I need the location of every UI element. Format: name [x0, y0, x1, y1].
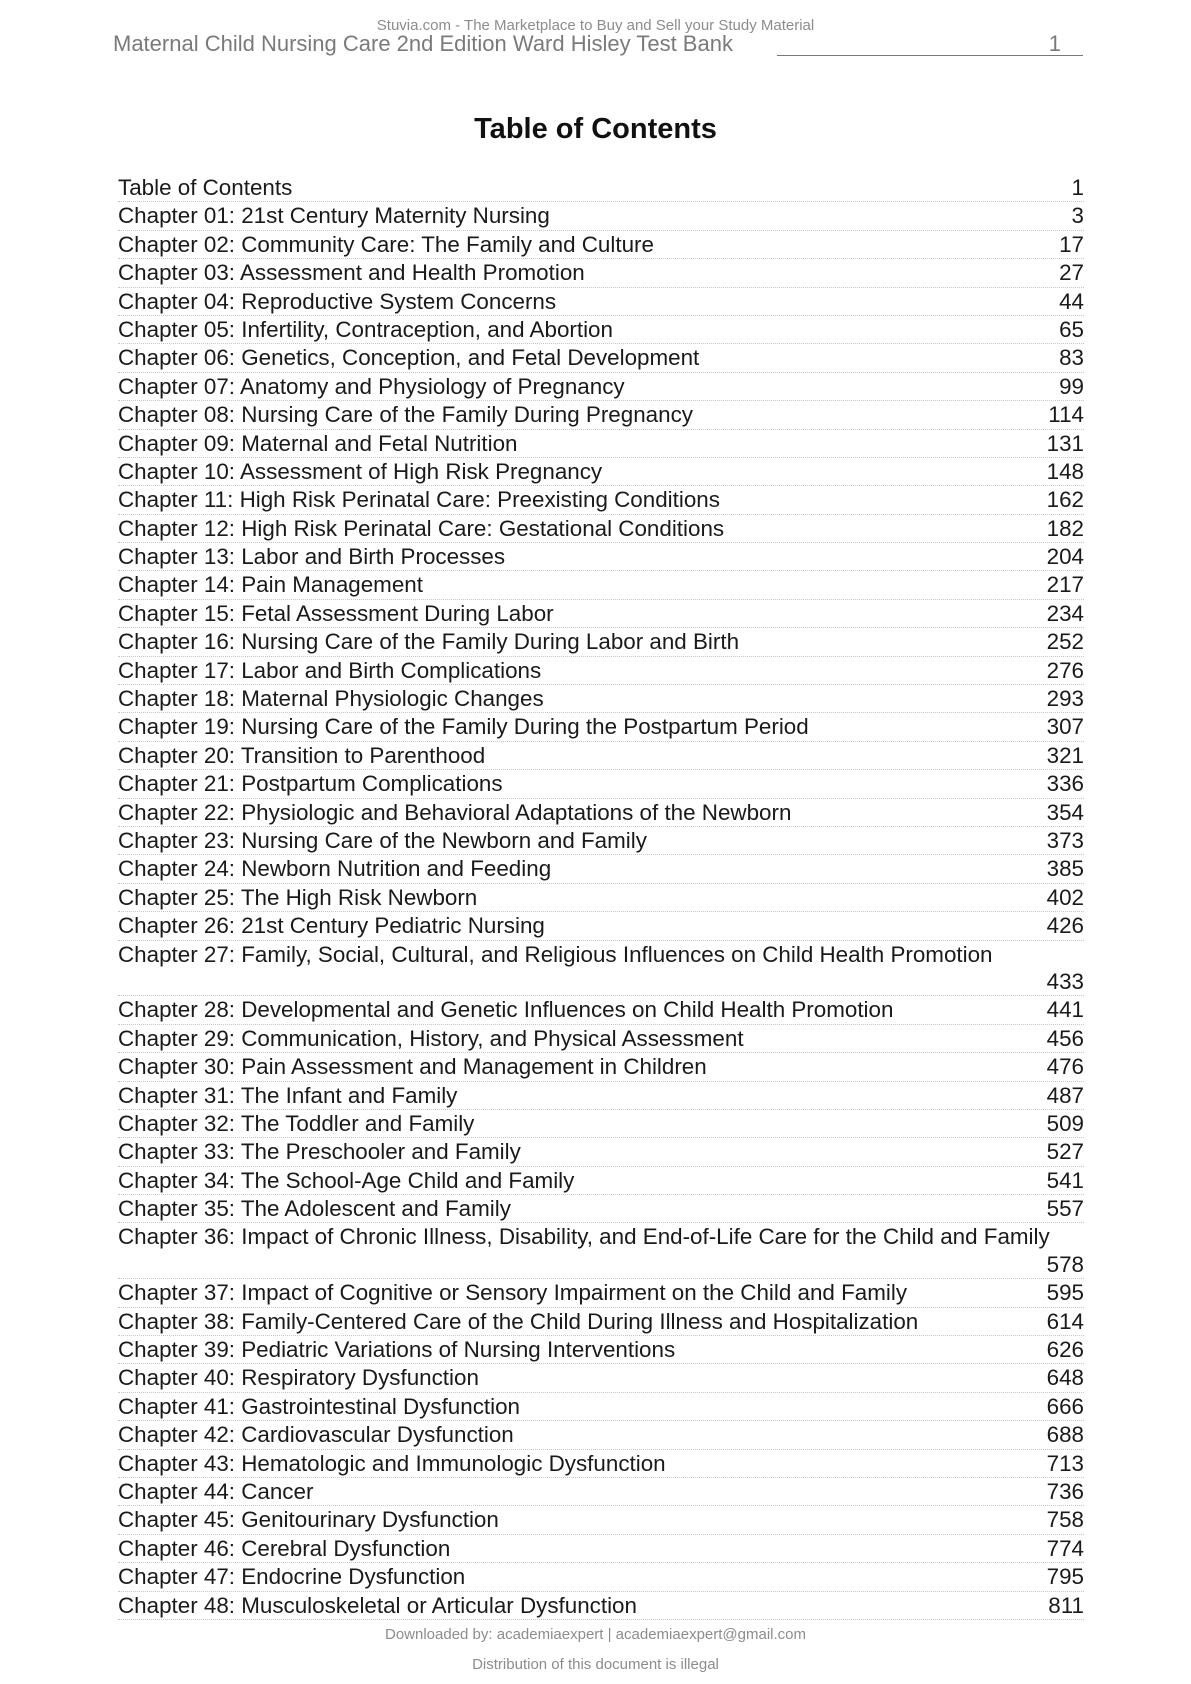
toc-entry[interactable] — [118, 884, 1084, 912]
toc-entry-label: Chapter 48: Musculoskeletal or Articular Dysfunction — [118, 1592, 637, 1618]
toc-entry-page: 162 — [1046, 487, 1084, 513]
toc-entry-label: Chapter 44: Cancer — [118, 1479, 314, 1504]
toc-entry-label: Table of Contents — [118, 175, 293, 200]
toc-entry-page: 811 — [1048, 1592, 1084, 1618]
toc-entry-label: Chapter 12: High Risk Perinatal Care: Gestational Conditions — [118, 515, 725, 541]
toc-entry[interactable] — [118, 685, 1084, 713]
toc-entry-label: Chapter 36: Impact of Chronic Illness, Disability, and End-of-Life Care for the Child and Family — [118, 1224, 1050, 1250]
toc-entry-label: Chapter 34: The School-Age Child and Family — [118, 1167, 575, 1193]
distribution-notice: Distribution of this document is illegal — [472, 1656, 719, 1673]
toc-entry-page: 336 — [1046, 771, 1084, 797]
toc-entry[interactable] — [118, 1082, 1084, 1110]
toc-entry-label: Chapter 01: 21st Century Maternity Nursing — [118, 203, 550, 229]
toc-entry-label: Chapter 05: Infertility, Contraception, and Abortion — [118, 316, 613, 342]
toc-entry[interactable] — [118, 288, 1084, 316]
toc-entry-label: Chapter 17: Labor and Birth Complications — [118, 657, 542, 683]
toc-entry[interactable] — [118, 1167, 1084, 1195]
header-page-number: 1 — [1048, 31, 1061, 56]
toc-entry-page: 276 — [1046, 657, 1084, 683]
running-header — [113, 31, 1083, 57]
toc-entry-page: 252 — [1046, 629, 1084, 655]
table-of-contents — [118, 174, 1084, 1620]
toc-entry[interactable] — [118, 1110, 1084, 1138]
toc-entry-label: Chapter 40: Respiratory Dysfunction — [118, 1365, 479, 1391]
toc-entry-page: 476 — [1046, 1054, 1084, 1080]
toc-entry[interactable] — [118, 941, 1084, 997]
toc-entry[interactable] — [118, 1336, 1084, 1364]
toc-entry-label: Chapter 07: Anatomy and Physiology of Pregnancy — [118, 373, 625, 399]
toc-entry[interactable] — [118, 770, 1084, 798]
toc-entry[interactable] — [118, 259, 1084, 287]
toc-entry-page: 1 — [1071, 174, 1084, 200]
toc-entry-page: 114 — [1048, 402, 1084, 428]
toc-entry-page: 487 — [1046, 1082, 1084, 1108]
toc-entry-label: Chapter 30: Pain Assessment and Management in Children — [118, 1054, 707, 1080]
toc-entry[interactable] — [118, 515, 1084, 543]
toc-entry-page: 385 — [1046, 856, 1084, 882]
toc-entry-page: 456 — [1046, 1025, 1084, 1051]
toc-entry-label: Chapter 18: Maternal Physiologic Changes — [118, 686, 544, 712]
toc-entry-page: 293 — [1046, 686, 1084, 712]
document-title: Maternal Child Nursing Care 2nd Edition Ward Hisley Test Bank — [113, 31, 733, 56]
toc-entry-label: Chapter 26: 21st Century Pediatric Nursing — [118, 913, 545, 939]
toc-entry-page: 99 — [1059, 373, 1084, 399]
toc-entry-label: Chapter 24: Newborn Nutrition and Feeding — [118, 856, 552, 882]
toc-entry[interactable] — [118, 344, 1084, 372]
toc-entry[interactable] — [118, 571, 1084, 599]
toc-entry-label: Chapter 13: Labor and Birth Processes — [118, 544, 506, 570]
toc-entry-page: 626 — [1046, 1337, 1084, 1363]
toc-entry-page: 204 — [1046, 544, 1084, 570]
toc-entry-label: Chapter 03: Assessment and Health Promotion — [118, 260, 585, 286]
toc-entry[interactable] — [118, 1053, 1084, 1081]
toc-entry-page: 27 — [1059, 260, 1084, 286]
toc-entry[interactable] — [118, 600, 1084, 628]
toc-entry[interactable] — [118, 373, 1084, 401]
toc-entry[interactable] — [118, 827, 1084, 855]
toc-entry-page: 713 — [1046, 1450, 1084, 1476]
toc-entry[interactable] — [118, 1450, 1084, 1478]
toc-entry-label: Chapter 27: Family, Social, Cultural, and Religious Influences on Child Health Promotion — [118, 941, 993, 967]
toc-entry-page: 509 — [1046, 1110, 1084, 1136]
toc-entry-page: 131 — [1046, 430, 1084, 456]
toc-entry-page: 321 — [1046, 742, 1084, 768]
toc-entry-page: 354 — [1046, 799, 1084, 825]
toc-entry-label: Chapter 06: Genetics, Conception, and Fetal Development — [118, 345, 700, 371]
toc-entry-label: Chapter 20: Transition to Parenthood — [118, 742, 486, 768]
toc-entry[interactable] — [118, 713, 1084, 741]
toc-entry-page: 688 — [1046, 1422, 1084, 1448]
toc-entry[interactable] — [118, 1563, 1084, 1591]
toc-entry-page: 774 — [1046, 1535, 1084, 1561]
toc-entry-page: 527 — [1046, 1139, 1084, 1165]
toc-entry[interactable] — [118, 1535, 1084, 1563]
toc-entry-label: Chapter 11: High Risk Perinatal Care: Preexisting Conditions — [118, 487, 720, 513]
toc-entry-page: 402 — [1046, 884, 1084, 910]
toc-entry-label: Chapter 37: Impact of Cognitive or Sensory Impairment on the Child and Family — [118, 1280, 908, 1306]
toc-entry[interactable] — [118, 799, 1084, 827]
toc-entry-label: Chapter 25: The High Risk Newborn — [118, 884, 478, 910]
toc-entry-page: 217 — [1046, 572, 1084, 598]
toc-entry-page: 234 — [1046, 600, 1084, 626]
toc-entry[interactable] — [118, 458, 1084, 486]
toc-entry-label: Chapter 09: Maternal and Fetal Nutrition — [118, 430, 518, 456]
header-rule — [777, 55, 1083, 56]
download-watermark: Downloaded by: academiaexpert | academiaexpert@gmail.com — [384, 1626, 806, 1643]
toc-entry-page: 433 — [1046, 968, 1084, 994]
toc-entry-label: Chapter 08: Nursing Care of the Family During Pregnancy — [118, 402, 693, 428]
toc-entry-page: 578 — [1046, 1251, 1084, 1277]
toc-entry-label: Chapter 32: The Toddler and Family — [118, 1110, 475, 1136]
toc-entry-page: 736 — [1046, 1478, 1084, 1504]
toc-entry[interactable] — [118, 1138, 1084, 1166]
toc-entry[interactable] — [118, 742, 1084, 770]
toc-entry-page: 17 — [1059, 231, 1084, 257]
toc-entry-label: Chapter 21: Postpartum Complications — [118, 771, 503, 797]
toc-entry[interactable] — [118, 1364, 1084, 1392]
toc-heading: Table of Contents — [474, 113, 717, 145]
toc-entry[interactable] — [118, 486, 1084, 514]
toc-entry-page: 758 — [1046, 1507, 1084, 1533]
toc-entry[interactable] — [118, 1478, 1084, 1506]
toc-entry[interactable] — [118, 912, 1084, 940]
toc-entry-label: Chapter 47: Endocrine Dysfunction — [118, 1564, 466, 1590]
toc-entry[interactable] — [118, 1195, 1084, 1223]
toc-entry-page: 441 — [1046, 997, 1084, 1023]
toc-entry-page: 426 — [1046, 913, 1084, 939]
toc-entry-page: 541 — [1046, 1167, 1084, 1193]
toc-entry[interactable] — [118, 1279, 1084, 1307]
toc-entry-label: Chapter 19: Nursing Care of the Family During the Postpartum Period — [118, 714, 809, 740]
stuvia-watermark-top: Stuvia.com - The Marketplace to Buy and Sell your Study Material — [376, 17, 815, 34]
toc-entry[interactable] — [118, 628, 1084, 656]
toc-entry-label: Chapter 28: Developmental and Genetic Influences on Child Health Promotion — [118, 997, 894, 1023]
toc-entry[interactable] — [118, 1025, 1084, 1053]
toc-entry[interactable] — [118, 1592, 1084, 1620]
toc-entry-label: Chapter 29: Communication, History, and Physical Assessment — [118, 1025, 744, 1051]
toc-entry-label: Chapter 41: Gastrointestinal Dysfunction — [118, 1393, 520, 1419]
toc-entry-label: Chapter 33: The Preschooler and Family — [118, 1139, 521, 1165]
toc-entry[interactable] — [118, 657, 1084, 685]
toc-entry-label: Chapter 16: Nursing Care of the Family During Labor and Birth — [118, 629, 740, 655]
toc-entry-label: Chapter 10: Assessment of High Risk Pregnancy — [118, 458, 603, 484]
toc-entry-label: Chapter 15: Fetal Assessment During Labor — [118, 600, 554, 626]
toc-entry[interactable] — [118, 202, 1084, 230]
toc-entry-label: Chapter 35: The Adolescent and Family — [118, 1196, 511, 1222]
toc-entry[interactable] — [118, 231, 1084, 259]
toc-entry-label: Chapter 14: Pain Management — [118, 572, 423, 598]
toc-entry-label: Chapter 46: Cerebral Dysfunction — [118, 1535, 451, 1561]
toc-entry[interactable] — [118, 1506, 1084, 1534]
toc-entry-page: 148 — [1046, 458, 1084, 484]
toc-entry-page: 614 — [1046, 1308, 1084, 1334]
toc-entry-page: 666 — [1046, 1393, 1084, 1419]
toc-entry[interactable] — [118, 855, 1084, 883]
toc-entry-page: 307 — [1046, 714, 1084, 740]
toc-entry-label: Chapter 23: Nursing Care of the Newborn and Family — [118, 827, 647, 853]
toc-entry-page: 557 — [1046, 1196, 1084, 1222]
toc-entry[interactable] — [118, 1421, 1084, 1449]
toc-entry[interactable] — [118, 174, 1084, 202]
toc-entry-label: Chapter 39: Pediatric Variations of Nursing Interventions — [118, 1337, 676, 1363]
toc-entry[interactable] — [118, 401, 1084, 429]
toc-entry[interactable] — [118, 996, 1084, 1024]
toc-entry-page: 182 — [1046, 515, 1084, 541]
toc-entry-label: Chapter 22: Physiologic and Behavioral Adaptations of the Newborn — [118, 799, 792, 825]
toc-entry[interactable] — [118, 1308, 1084, 1336]
toc-entry-page: 648 — [1046, 1365, 1084, 1391]
toc-entry-label: Chapter 45: Genitourinary Dysfunction — [118, 1507, 499, 1533]
toc-entry-label: Chapter 38: Family-Centered Care of the Child During Illness and Hospitalization — [118, 1308, 919, 1334]
toc-entry-label: Chapter 04: Reproductive System Concerns — [118, 288, 557, 314]
toc-entry[interactable] — [118, 1393, 1084, 1421]
toc-entry-page: 795 — [1046, 1564, 1084, 1590]
toc-entry-page: 595 — [1046, 1280, 1084, 1306]
toc-entry[interactable] — [118, 316, 1084, 344]
toc-entry[interactable] — [118, 430, 1084, 458]
toc-entry-page: 3 — [1071, 203, 1084, 229]
toc-entry-label: Chapter 42: Cardiovascular Dysfunction — [118, 1422, 514, 1448]
toc-entry[interactable] — [118, 1223, 1084, 1279]
toc-entry-page: 83 — [1059, 345, 1084, 371]
toc-entry-page: 65 — [1059, 316, 1084, 342]
toc-entry-page: 373 — [1046, 827, 1084, 853]
toc-entry-label: Chapter 43: Hematologic and Immunologic Dysfunction — [118, 1450, 666, 1476]
toc-entry-page: 44 — [1059, 288, 1084, 314]
toc-entry[interactable] — [118, 543, 1084, 571]
toc-entry-label: Chapter 02: Community Care: The Family and Culture — [118, 231, 654, 257]
toc-entry-label: Chapter 31: The Infant and Family — [118, 1082, 458, 1108]
